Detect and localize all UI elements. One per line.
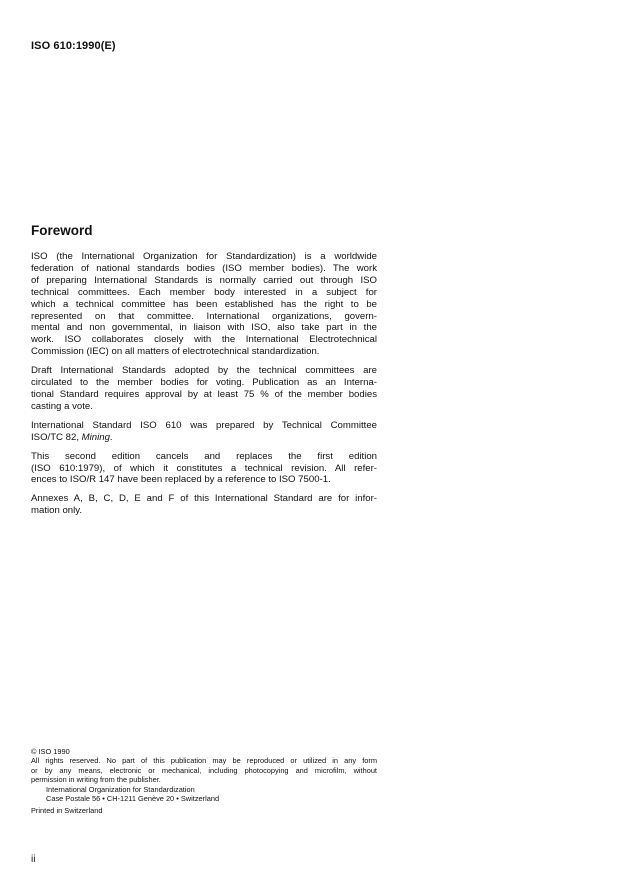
copyright-block [31, 747, 377, 816]
rights-line: All rights reserved. No part of this publication may be reproduced or utilized in any form [31, 756, 377, 766]
text-line: work. ISO collaborates closely with the International Electrotechnical [31, 334, 377, 346]
paragraph-iso-intro [31, 251, 377, 358]
text-line: Annexes A, B, C, D, E and F of this International Standard are for infor- [31, 493, 377, 505]
foreword-title: Foreword [31, 223, 93, 238]
publisher-name: International Organization for Standardization [46, 784, 195, 794]
rights-line: or by any means, electronic or mechanical, including photocopying and microfilm, without [31, 765, 377, 775]
committee-name: Mining [81, 431, 110, 443]
text-line: (ISO 610:1979), of which it constitutes a technical revision. All refer- [31, 462, 377, 474]
text-line: represented on that committee. International organizations, govern- [31, 310, 377, 322]
text-line: Commission (IEC) on all matters of electrotechnical standardization. [31, 346, 320, 358]
text-line: ences to ISO/R 147 have been replaced by a reference to ISO 7500-1. [31, 474, 331, 486]
text-line: This second edition cancels and replaces the first edition [31, 450, 377, 462]
text-line: which a technical committee has been established has the right to be [31, 298, 377, 310]
paragraph-prepared-by [31, 420, 377, 444]
text-line: mental and non governmental, in liaison with ISO, also take part in the [31, 322, 377, 334]
text-line: tional Standard requires approval by at least 75 % of the member bodies [31, 388, 377, 400]
paragraph-draft-standards [31, 365, 377, 413]
text-line: casting a vote. [31, 400, 93, 412]
text-line: Draft International Standards adopted by the technical committees are [31, 365, 377, 377]
foreword-body [31, 251, 377, 524]
text-line: technical committees. Each member body interested in a subject for [31, 286, 377, 298]
copyright-notice: © ISO 1990 [31, 747, 70, 756]
paragraph-edition [31, 451, 377, 487]
rights-line: permission in writing from the publisher. [31, 775, 161, 785]
text-line: ISO (the International Organization for Standardization) is a worldwide [31, 251, 377, 262]
text-line [31, 432, 377, 444]
committee-label: ISO/TC 82, [31, 431, 82, 443]
text-line: mation only. [31, 505, 83, 517]
printed-in: Printed in Switzerland [31, 806, 103, 816]
committee-period: . [109, 431, 113, 443]
publisher-address: Case Postale 56 • CH-1211 Genève 20 • Switzerland [46, 794, 220, 804]
page-number: ii [31, 854, 36, 865]
page-header: ISO 610:1990(E) [31, 40, 116, 52]
paragraph-annexes [31, 493, 377, 517]
text-line: of preparing International Standards is normally carried out through ISO [31, 274, 377, 286]
text-line: International Standard ISO 610 was prepared by Technical Committee [31, 419, 377, 431]
text-line: federation of national standards bodies (ISO member bodies). The work [31, 262, 377, 274]
text-line: circulated to the member bodies for voting. Publication as an Interna- [31, 377, 377, 389]
